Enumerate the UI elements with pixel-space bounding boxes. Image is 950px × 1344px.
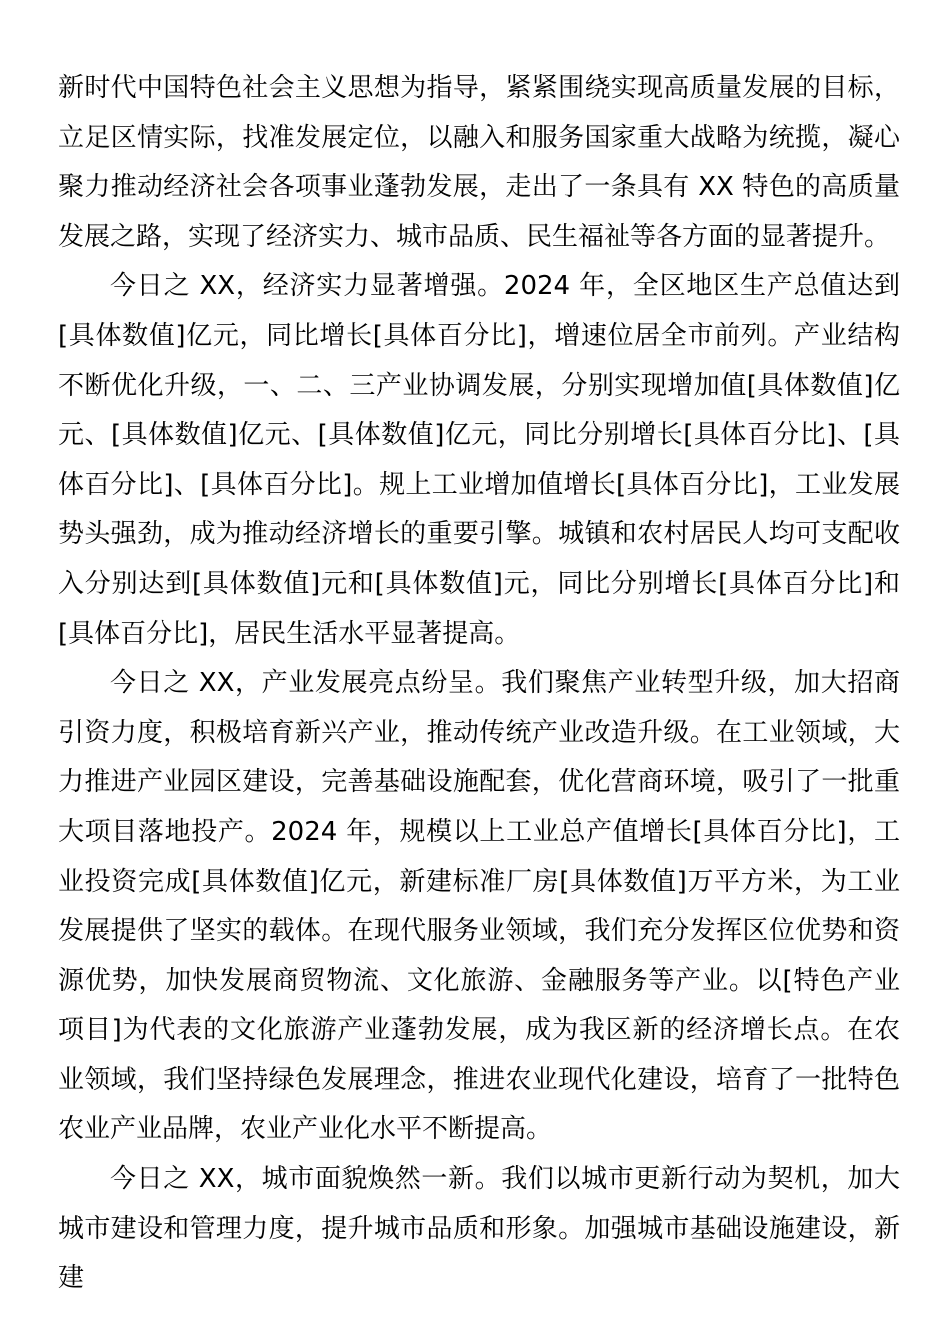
- paragraph-city-appearance: 今日之 XX，城市面貌焕然一新。我们以城市更新行动为契机，加大城市建设和管理力度，提升城市品质和形象。加强城市基础设施建设，新建: [58, 1164, 900, 1294]
- paragraph-economic-strength: 今日之 XX，经济实力显著增强。2024 年，全区地区生产总值达到[具体数值]亿元，同比增长[具体百分比]，增速位居全市前列。产业结构不断优化升级，一、二、三产业协调发展，分别实现增加值[具体数值]亿元、[具体数值]亿元、[具体数值]亿元，同比分别增长[具体百分比]、[具体百分比]、[具体百分比]。规上工业增加值增长[具体百分比]，工业发展势头强劲，成为推动经济增长的重要引擎。城镇和农村居民人均可支配收入分别达到[具体数值]元和[具体数值]元，同比分别增长[具体百分比]和[具体百分比]，居民生活水平显著提高。: [58, 271, 900, 649]
- paragraph-continuation: 新时代中国特色社会主义思想为指导，紧紧围绕实现高质量发展的目标，立足区情实际，找准发展定位，以融入和服务国家重大战略为统揽，凝心聚力推动经济社会各项事业蓬勃发展，走出了一条具有 XX 特色的高质量发展之路，实现了经济实力、城市品质、民生福祉等各方面的显著提升。: [58, 73, 900, 252]
- document-page: [58, 64, 900, 1304]
- paragraph-industry-development: 今日之 XX，产业发展亮点纷呈。我们聚焦产业转型升级，加大招商引资力度，积极培育新兴产业，推动传统产业改造升级。在工业领域，大力推进产业园区建设，完善基础设施配套，优化营商环境，吸引了一批重大项目落地投产。2024 年，规模以上工业总产值增长[具体百分比]，工业投资完成[具体数值]亿元，新建标准厂房[具体数值]万平方米，为工业发展提供了坚实的载体。在现代服务业领域，我们充分发挥区位优势和资源优势，加快发展商贸物流、文化旅游、金融服务等产业。以[特色产业项目]为代表的文化旅游产业蓬勃发展，成为我区新的经济增长点。在农业领域，我们坚持绿色发展理念，推进农业现代化建设，培育了一批特色农业产业品牌，农业产业化水平不断提高。: [58, 668, 900, 1145]
